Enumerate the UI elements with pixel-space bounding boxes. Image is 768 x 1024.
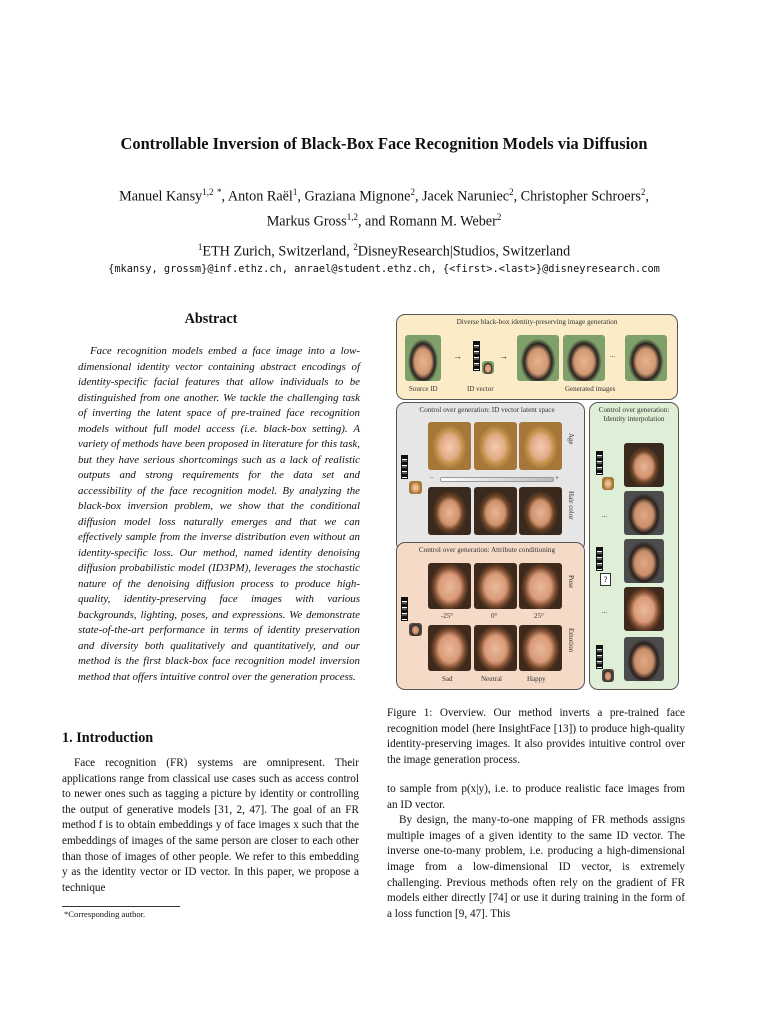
id-vector-bar-icon [596, 645, 603, 669]
age-face-image [519, 422, 562, 470]
hair-color-face-image [474, 487, 517, 535]
label-generated-images: Generated images [565, 385, 616, 393]
footnote-rule [62, 906, 180, 907]
unknown-id-box: ? [600, 573, 611, 586]
id-vector-thumbnail [482, 361, 494, 374]
figure-caption: Figure 1: Overview. Our method inverts a pre-trained face recognition model (here InsightFace [13]) to produce high-quality identity-preserving images. It also provides intuitive control over the image generation process. [387, 707, 685, 766]
id-vector-thumbnail [409, 623, 422, 636]
label-pose: Pose [567, 575, 575, 589]
pose-value: 0° [491, 612, 498, 620]
id-vector-thumbnail [409, 481, 422, 494]
generated-face-image [517, 335, 559, 381]
ellipsis: ... [602, 607, 608, 615]
paper-title: Controllable Inversion of Black-Box Face Recognition Models via Diffusion [120, 134, 648, 153]
age-face-image [474, 422, 517, 470]
panel-title-attribute: Control over generation: Attribute conditioning [418, 546, 556, 554]
label-id-vector: ID vector [467, 385, 494, 393]
id-vector-thumbnail [602, 669, 614, 682]
pose-face-image [519, 563, 562, 609]
emotion-value: Neutral [481, 675, 502, 683]
footnote: *Corresponding author. [64, 909, 146, 919]
label-source-id: Source ID [409, 385, 438, 393]
emotion-value: Sad [442, 675, 453, 683]
introduction-body [62, 756, 359, 896]
age-face-image [428, 422, 471, 470]
ellipsis: ... [602, 511, 608, 519]
label-hair-color: Hair color [567, 491, 575, 520]
slider-minus: − [430, 474, 434, 482]
interpolation-face-image [624, 637, 664, 681]
id-vector-thumbnail [602, 477, 614, 490]
id-vector-bar-icon [401, 455, 408, 479]
introduction-paragraph: Face recognition (FR) systems are omnipresent. Their applications range from classical use cases such as access control to newer ones such as tagging a picture by identity or controlling the output of generative models [31, 2, 47]. The goal of an FR method f is to obtain embeddings y of face images x such that the embeddings of images of the same person are closer to each other than those of images of other people. We refer to this embedding y as the identity vector or ID vector. In this paper, we propose a technique [62, 757, 359, 894]
id-vector-bar-icon [473, 341, 480, 371]
author-emails: {mkansy, grossm}@inf.ethz.ch, anrael@student.ethz.ch, {<first>.<last>}@disneyresearch.com [108, 263, 660, 275]
id-vector-bar-icon [401, 597, 408, 621]
arrow-icon: → [499, 351, 508, 361]
panel-title-interp-2: Identity interpolation [603, 415, 665, 423]
emotion-value: Happy [527, 675, 546, 683]
interpolation-face-image [624, 491, 664, 535]
authors-line-2: Markus Gross$^{1,2}$, and Romann M. Weber$^2$ [266, 211, 502, 230]
generated-face-image [625, 335, 667, 381]
pose-face-image [428, 563, 471, 609]
pose-value: 25° [534, 612, 544, 620]
panel-latent-space [396, 402, 585, 552]
label-age: Age [567, 433, 575, 445]
panel-title-latent: Control over generation: ID vector latent space [419, 406, 555, 414]
pose-value: -25° [441, 612, 454, 620]
author-list [40, 182, 728, 231]
authors-line-1: Manuel Kansy$^{1,2}$ *, Anton Raël$^1$, Graziana Mignone$^2$, Jacek Naruniec$^2$, Christopher Schroers$^2$, [119, 187, 649, 205]
paragraph: By design, the many-to-one mapping of FR methods assigns multiple images of a given identity to the same ID vector. The inverse one-to-many problem, i.e. producing a high-dimensional image from a low-dimensional ID vector, is extremely challenging. Previous methods often rely on the gradient of FR models either directly [74] or use it during training in the form of a loss function [9, 47]. This [387, 814, 685, 920]
right-column-body [387, 782, 685, 922]
figure-overview [396, 314, 684, 694]
abstract-body [78, 344, 360, 685]
abstract-text: Face recognition models embed a face image into a low-dimensional identity vector containing abstract encodings of identity-specific facial features that allow individuals to be distinguished from one another. We tackle the challenging task of inverting the latent space of pre-trained face recognition models without full model access (i.e. black-box setting). A variety of methods have been proposed in literature for this task, but they have serious shortcomings such as a lack of realistic outputs and strong requirements for the data set and accessibility of the face recognition model. By analyzing the black-box inversion problem, we show that the conditional diffusion model loss naturally emerges and that we can effectively sample from the inverse distribution even without an identity-specific loss. Our method, named identity denoising diffusion probabilistic model (ID3PM), leverages the stochastic nature of the denoising diffusion process to produce high-quality, identity-preserving face images with various backgrounds, lighting, poses, and expressions. We demonstrate state-of-the-art performance in terms of identity preservation and diversity both qualitatively and quantitatively, and our method is the first black-box face recognition model inversion method that offers intuitive control over the generation process. [78, 345, 360, 683]
hair-color-face-image [428, 487, 471, 535]
paragraph-continuation: to sample from p(x|y), i.e. to produce realistic face images from an ID vector. [387, 783, 685, 811]
emotion-face-image [519, 625, 562, 671]
emotion-face-image [474, 625, 517, 671]
pose-face-image [474, 563, 517, 609]
interpolation-face-image [624, 443, 664, 487]
panel-diverse-generation [396, 314, 678, 400]
section-heading-introduction: 1. Introduction [62, 730, 154, 746]
panel-title-interp-1: Control over generation: [598, 406, 670, 414]
abstract-heading: Abstract [184, 311, 238, 327]
attribute-slider [440, 477, 554, 482]
affiliations: $^1$ETH Zurich, Switzerland, $^2$DisneyResearch|Studios, Switzerland [197, 242, 571, 260]
label-emotion: Emotion [567, 628, 575, 653]
hair-color-face-image [519, 487, 562, 535]
interpolation-face-image [624, 587, 664, 631]
emotion-face-image [428, 625, 471, 671]
interpolation-face-image [624, 539, 664, 583]
id-vector-bar-icon [596, 547, 603, 571]
id-vector-bar-icon [596, 451, 603, 475]
source-id-face-image [405, 335, 441, 381]
generated-face-image [563, 335, 605, 381]
ellipsis: ... [610, 351, 616, 359]
panel-title-diverse: Diverse black-box identity-preserving image generation [456, 318, 618, 326]
slider-plus: + [555, 474, 559, 482]
arrow-icon: → [453, 351, 462, 361]
panel-attribute-conditioning [396, 542, 585, 690]
panel-identity-interpolation [589, 402, 679, 690]
